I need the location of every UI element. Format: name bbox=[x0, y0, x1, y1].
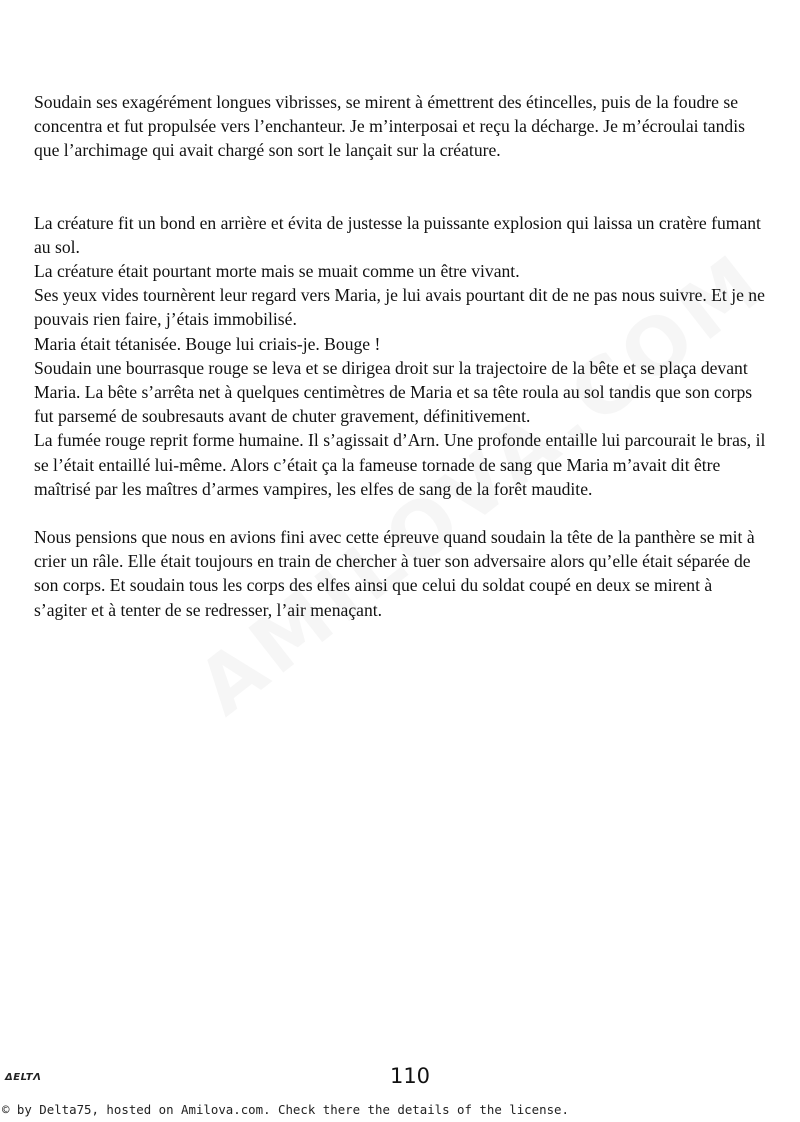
delta-logo: ΔELTΛ bbox=[5, 1072, 42, 1083]
paragraph: La créature fit un bond en arrière et évita de justesse la puissante explosion qui laissa un cratère fumant au sol. bbox=[34, 212, 761, 257]
paragraph: La fumée rouge reprit forme humaine. Il s’agissait d’Arn. Une profonde entaille lui parcourait le bras, il se l’était entaillé lui-même. Alors c’était ça la fameuse tornade de sang que Maria m’avait dit être maîtrisé par les maîtres d’armes vampires, les elfes de sang de la forêt maudite. bbox=[34, 430, 766, 499]
paragraph: Ses yeux vides tournèrent leur regard vers Maria, je lui avais pourtant dit de ne pas nous suivre. Et je ne pouvais rien faire, j’étais immobilisé. bbox=[34, 285, 765, 330]
paragraph-gap bbox=[34, 501, 766, 525]
story-text bbox=[34, 90, 766, 622]
paragraph: Soudain ses exagérément longues vibrisses, se mirent à émettrent des étincelles, puis de la foudre se concentra et fut propulsée vers l’enchanteur. Je m’interposai et reçu la décharge. Je m’écroulai tandis que l’archimage qui avait chargé son sort le lançait sur la créature. bbox=[34, 92, 745, 161]
paragraph: Maria était tétanisée. Bouge lui criais-je. Bouge ! bbox=[34, 333, 381, 354]
paragraph-gap bbox=[34, 163, 766, 211]
paragraph: Soudain une bourrasque rouge se leva et se dirigea droit sur la trajectoire de la bête et se plaça devant Maria. La bête s’arrêta net à quelques centimètres de Maria et sa tête roula au sol tandis que son corps fut parsemé de soubresauts avant de chuter gravement, définitivement. bbox=[34, 357, 753, 427]
copyright-notice: © by Delta75, hosted on Amilova.com. Check there the details of the license. bbox=[2, 1102, 569, 1117]
paragraph: La créature était pourtant morte mais se muait comme un être vivant. bbox=[34, 261, 520, 282]
page-number: 110 bbox=[389, 1064, 431, 1088]
paragraph: Nous pensions que nous en avions fini avec cette épreuve quand soudain la tête de la panthère se mit à crier un râle. Elle était toujours en train de chercher à tuer son adversaire alors qu’elle était séparée de son corps. Et soudain tous les corps des elfes ainsi que celui du soldat coupé en deux se mirent à s’agiter et à tenter de se redresser, l’air menaçant. bbox=[34, 527, 755, 620]
